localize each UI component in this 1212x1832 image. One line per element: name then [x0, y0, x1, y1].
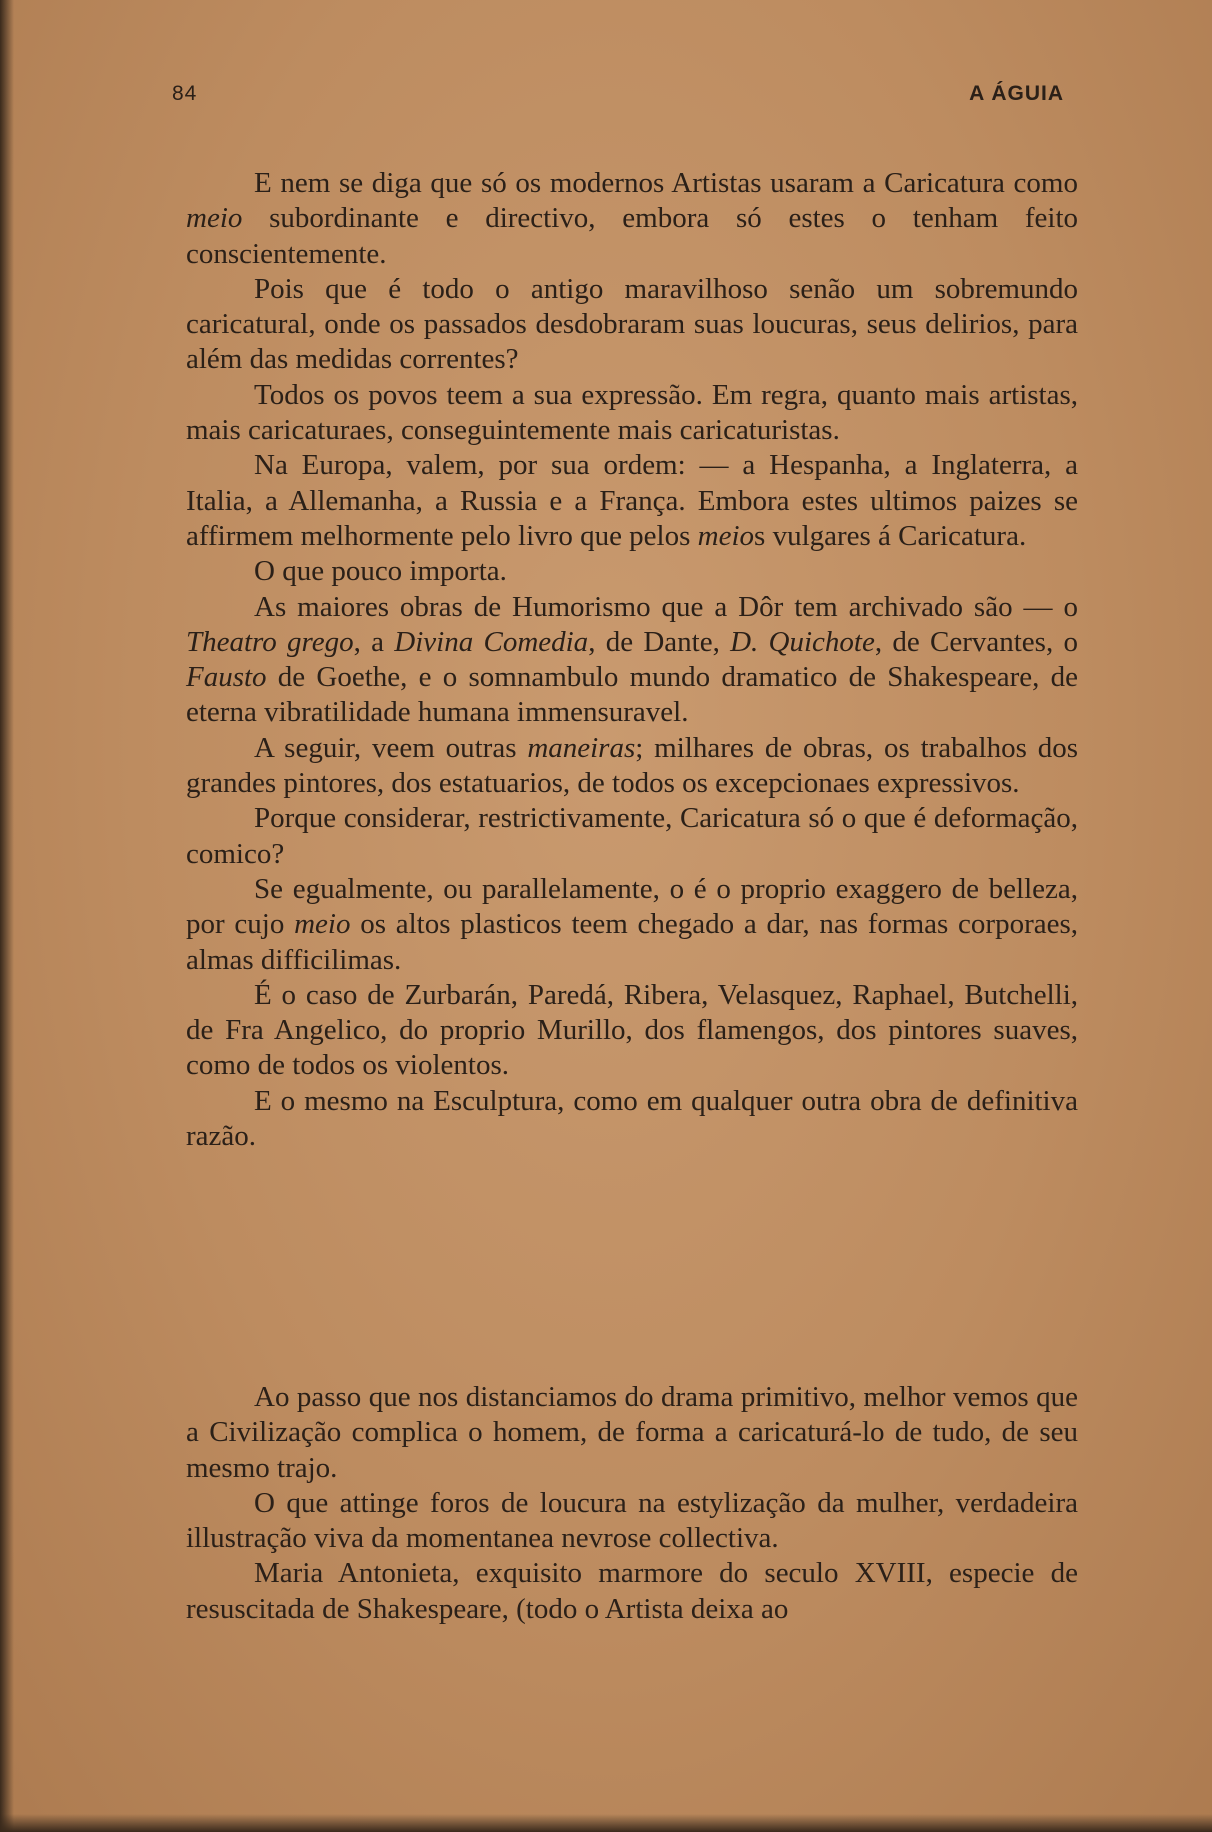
page-number: 84: [172, 82, 198, 105]
text-section-2: [186, 1380, 1078, 1627]
paragraph: E nem se diga que só os modernos Artistas usaram a Caricatura como meio subordinante e directivo, embora só estes o tenham feito conscientemente.: [186, 167, 1078, 270]
paragraph: As maiores obras de Humorismo que a Dôr tem archivado são — o Theatro grego, a Divina Comedia, de Dante, D. Quichote, de Cervantes, o Fausto de Goethe, e o somnambulo mundo dramatico de Shakespeare, de eterna vibratilidade humana immensuravel.: [186, 590, 1078, 729]
paragraph: Todos os povos teem a sua expressão. Em regra, quanto mais artistas, mais caricaturaes, conseguintemente mais caricaturistas.: [186, 378, 1078, 447]
page-edge-shadow-left: [0, 0, 14, 1832]
paragraph: O que pouco importa.: [254, 555, 507, 588]
paragraph: Na Europa, valem, por sua ordem: — a Hespanha, a Inglaterra, a Italia, a Allemanha, a Russia e a França. Embora estes ultimos paizes se affirmem melhormente pelo livro que pelos meios vulgares á Caricatura.: [186, 449, 1078, 552]
paragraph: É o caso de Zurbarán, Paredá, Ribera, Velasquez, Raphael, Butchelli, de Fra Angelico, do proprio Murillo, dos flamengos, dos pintores suaves, como de todos os violentos.: [186, 978, 1078, 1082]
italic-phrase: Theatro grego: [186, 625, 354, 658]
italic-phrase: Fausto: [186, 661, 267, 694]
page-header: [172, 82, 1064, 122]
italic-phrase: meio: [186, 202, 243, 235]
paragraph: A seguir, veem outras maneiras; milhares de obras, os trabalhos dos grandes pintores, dos estatuarios, de todos os excepcionaes expressivos.: [186, 731, 1078, 800]
paragraph: Maria Antonieta, exquisito marmore do seculo XVIII, especie de resuscitada de Shakespeare, (todo o Artista deixa ao: [186, 1557, 1078, 1625]
page-edge-shadow-bottom: [0, 1814, 1212, 1832]
paragraph: Se egualmente, ou parallelamente, o é o proprio exaggero de belleza, por cujo meio os altos plasticos teem chegado a dar, nas formas corporaes, almas difficilimas.: [186, 872, 1079, 976]
text-section-1: [186, 166, 1078, 1154]
paragraph: Ao passo que nos distanciamos do drama primitivo, melhor vemos que a Civilização complica o homem, de forma a caricaturá-lo de tudo, de seu mesmo trajo.: [186, 1381, 1078, 1484]
paragraph: Pois que é todo o antigo maravilhoso senão um sobremundo caricatural, onde os passados desdobraram suas loucuras, seus delirios, para além das medidas correntes?: [186, 272, 1078, 376]
italic-phrase: meio: [697, 519, 755, 552]
running-head: A ÁGUIA: [969, 82, 1064, 105]
paragraph: O que attinge foros de loucura na estylização da mulher, verdadeira illustração viva da momentanea nevrose collectiva.: [186, 1486, 1078, 1555]
italic-phrase: maneiras: [527, 731, 636, 764]
paragraph: E o mesmo na Esculptura, como em qualquer outra obra de definitiva razão.: [186, 1084, 1078, 1153]
paragraph: Porque considerar, restrictivamente, Caricatura só o que é deformação, comico?: [186, 802, 1078, 870]
italic-phrase: Divina Comedia: [394, 625, 589, 658]
italic-phrase: meio: [294, 908, 351, 941]
italic-phrase: D. Quichote: [730, 625, 875, 658]
